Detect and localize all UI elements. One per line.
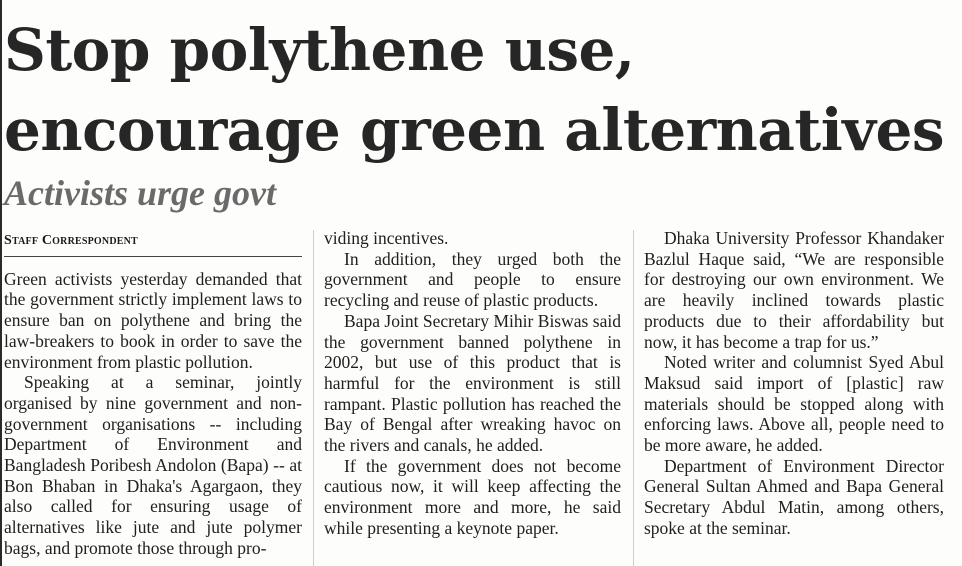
article-paragraph: Bapa Joint Secretary Mihir Biswas said the government banned polythene in 2002, but use of this product that is harmful for the environment is still rampant. Plastic pollution has reached the Bay of Bengal after wreaking havoc on the rivers and canals, he added. xyxy=(324,310,621,456)
article-subhead: Activists urge govt xyxy=(4,173,276,213)
article-paragraph: Dhaka University Professor Khandaker Bazlul Haque said, “We are responsible for destroying our own environment. We are heavily inclined towards plastic products due to their affordability but now, it has become a trap for us.” xyxy=(644,228,944,352)
article-paragraph: Department of Environment Director General Sultan Ahmed and Bapa General Secretary Abdul Matin, among others, spoke at the seminar. xyxy=(644,455,944,538)
article-paragraph: If the government does not become cautious now, it will keep affecting the environment more and more, he said while presenting a keynote paper. xyxy=(324,455,621,538)
article-column-3 xyxy=(644,228,944,539)
article-paragraph: Speaking at a seminar, jointly organised by nine government and non-government organisations -- including Department of Environment and Bangladesh Poribesh Andolon (Bapa) -- at Bon Bhaban in Dhaka's Agargaon, they also called for ensuring usage of alternatives like jute and jute polymer bags, and promote those through pro- xyxy=(4,372,302,558)
byline: Staff Correspondent xyxy=(4,228,302,257)
article-column-1 xyxy=(4,228,302,559)
article-paragraph: Noted writer and columnist Syed Abul Maksud said import of [plastic] raw materials should be stopped along with enforcing laws. Above all, people need to be more aware, he added. xyxy=(644,352,944,456)
article-column-2 xyxy=(324,228,621,539)
article-headline: Stop polythene use, encourage green alternatives xyxy=(4,16,944,164)
article-paragraph: In addition, they urged both the government and people to ensure recycling and reuse of plastic products. xyxy=(324,248,621,311)
column-divider xyxy=(313,230,314,566)
page-edge-rule xyxy=(0,0,2,566)
article-paragraph-continued: viding incentives. xyxy=(324,228,449,248)
article-paragraph: Green activists yesterday demanded that the government strictly implement laws to ensure ban on polythene and bring the law-breakers to book in order to save the environment from plastic pollution. xyxy=(4,268,302,372)
column-divider xyxy=(633,230,634,566)
